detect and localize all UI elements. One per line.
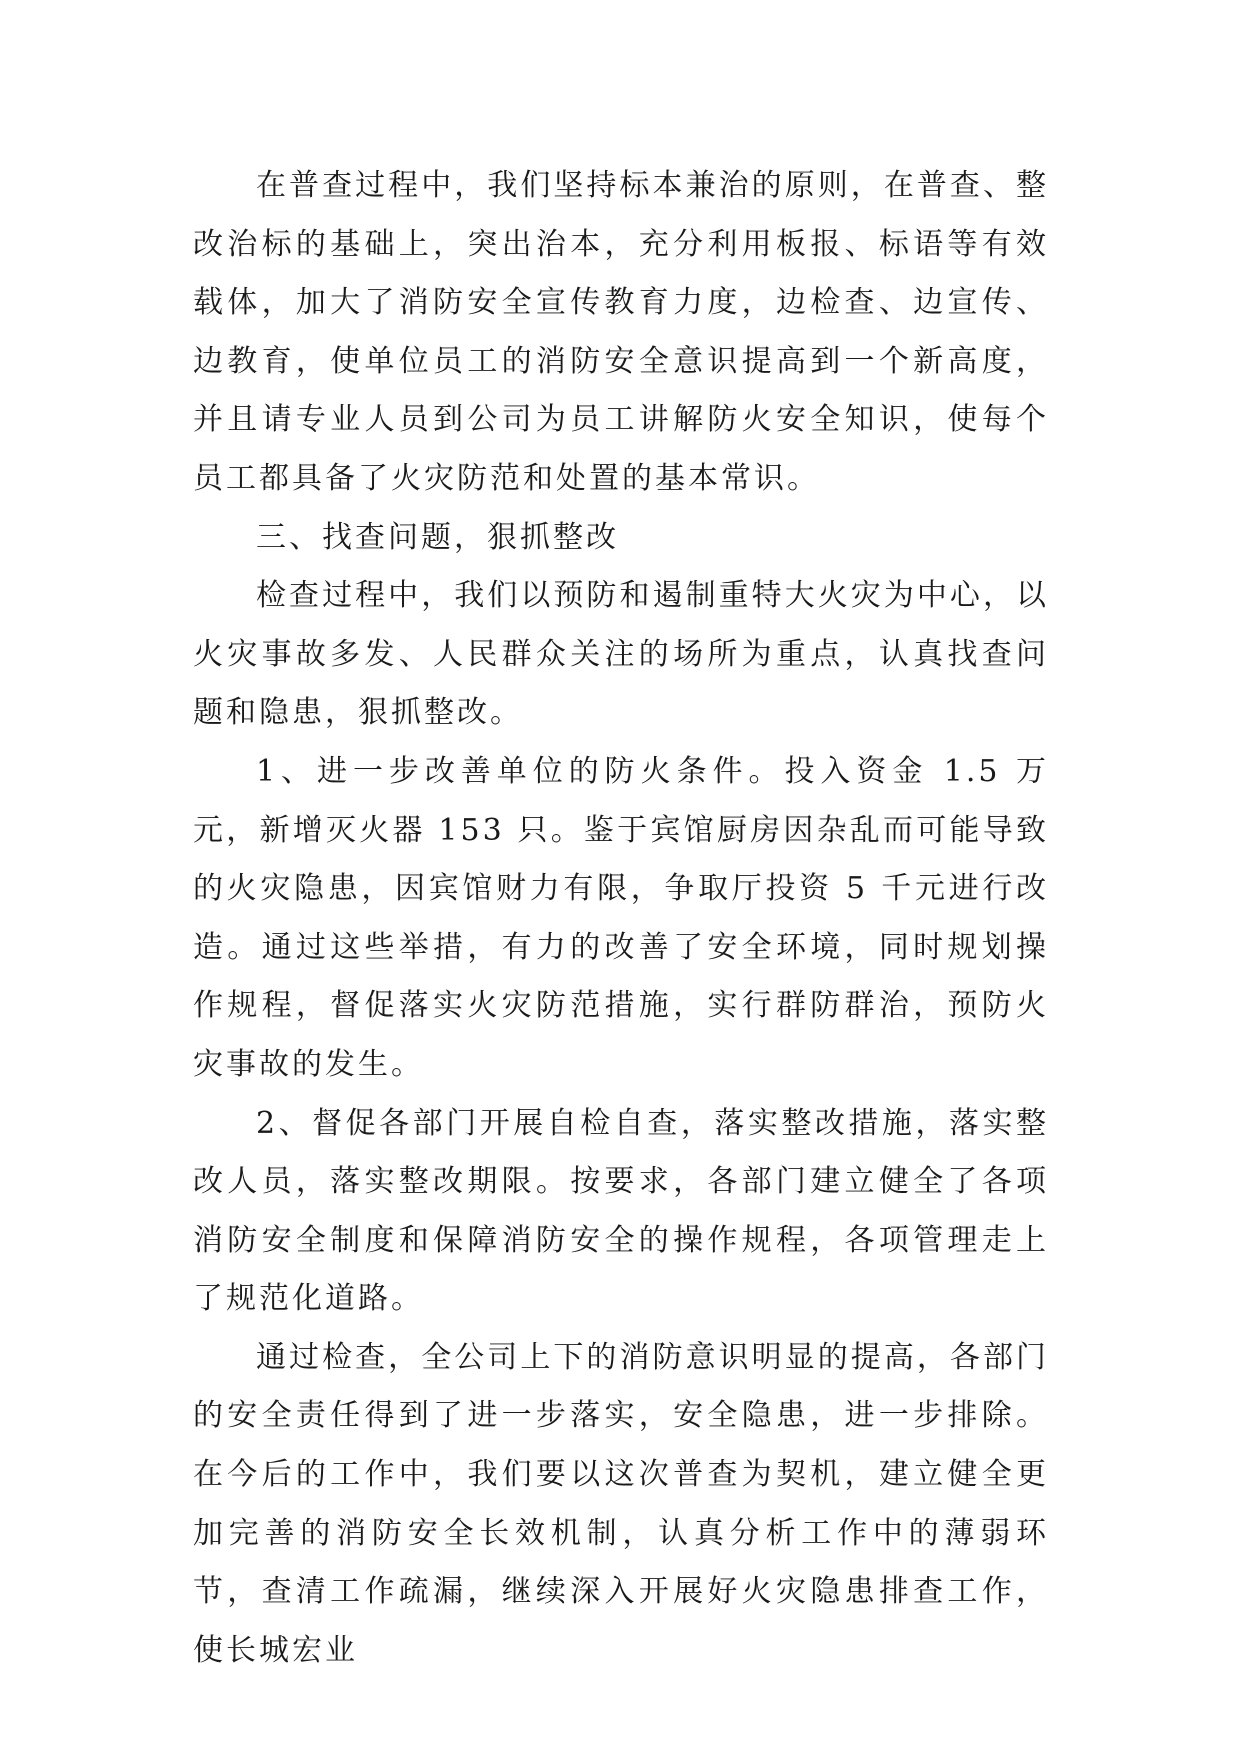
paragraph-publicity-education: 在普查过程中，我们坚持标本兼治的原则，在普查、整改治标的基础上，突出治本，充分利用板报、标语等有效载体，加大了消防安全宣传教育力度，边检查、边宣传、边教育，使单位员工的消防安全意识提高到一个新高度，并且请专业人员到公司为员工讲解防火安全知识，使每个员工都具备了火灾防范和处置的基本常识。 [193,168,1049,496]
paragraph-inspection-focus: 检查过程中，我们以预防和遏制重特大火灾为中心，以火灾事故多发、人民群众关注的场所为重点，认真找查问题和隐患，狠抓整改。 [193,578,1049,731]
paragraph-item-2-self-inspection: 2、督促各部门开展自检自查，落实整改措施，落实整改人员，落实整改期限。按要求，各部门建立健全了各项消防安全制度和保障消防安全的操作规程，各项管理走上了规范化道路。 [193,1105,1049,1317]
document-body [193,157,1049,1680]
paragraph-item-1-fire-conditions: 1、进一步改善单位的防火条件。投入资金 1.5 万元，新增灭火器 153 只。鉴于宾馆厨房因杂乱而可能导致的火灾隐患，因宾馆财力有限，争取厅投资 5 千元进行改造。通过这些举措，有力的改善了安全环境，同时规划操作规程，督促落实火灾防范措施，实行群防群治，预防火灾事故的发生。 [193,753,1049,1082]
paragraph-conclusion: 通过检查，全公司上下的消防意识明显的提高，各部门的安全责任得到了进一步落实，安全隐患，进一步排除。在今后的工作中，我们要以这次普查为契机，建立健全更加完善的消防安全长效机制，认真分析工作中的薄弱环节，查清工作疏漏，继续深入开展好火灾隐患排查工作，使长城宏业 [193,1339,1049,1668]
section-heading-find-problems: 三、找查问题，狠抓整改 [256,519,619,555]
